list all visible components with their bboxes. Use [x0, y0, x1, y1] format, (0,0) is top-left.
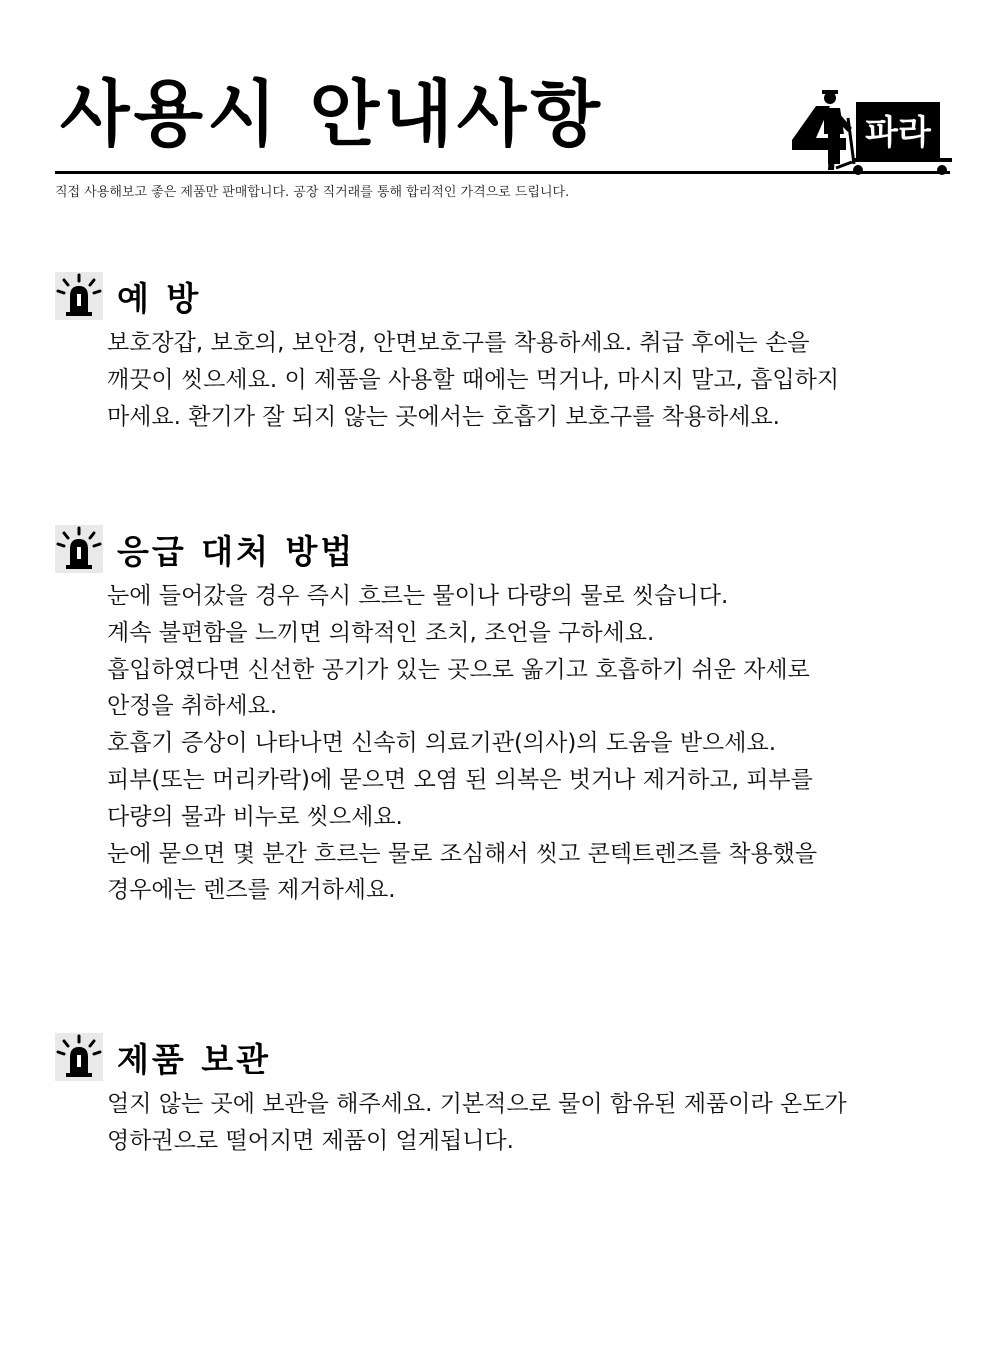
brand-logo	[786, 88, 956, 180]
siren-icon	[55, 1033, 103, 1081]
section-body	[107, 325, 975, 435]
body-line: 눈에 묻으면 몇 분간 흐르는 물로 조심해서 씻고 콘텍트렌즈를 착용했을	[107, 840, 818, 867]
body-line: 경우에는 렌즈를 제거하세요.	[107, 877, 396, 904]
section-title: 응급 대처 방법	[117, 531, 356, 571]
section-header	[55, 522, 975, 576]
section-storage	[55, 1030, 975, 1160]
section-title: 제품 보관	[117, 1039, 272, 1079]
section-header	[55, 1030, 975, 1084]
logo-text: 파라	[865, 113, 931, 153]
body-line: 영하권으로 떨어지면 제품이 얼게됩니다.	[107, 1127, 514, 1154]
section-first-aid	[55, 522, 975, 909]
page-title: 사용시 안내사항	[60, 72, 604, 156]
body-line: 다량의 물과 비누로 씻으세요.	[107, 803, 403, 830]
title-underline	[55, 171, 950, 174]
siren-icon	[55, 525, 103, 573]
section-header	[55, 269, 975, 323]
section-title: 예 방	[117, 278, 202, 318]
section-body	[107, 1086, 975, 1160]
body-line: 계속 불편함을 느끼면 의학적인 조치, 조언을 구하세요.	[107, 619, 655, 646]
section-prevention	[55, 269, 975, 435]
page-subtitle: 직접 사용해보고 좋은 제품만 판매합니다. 공장 직거래를 통해 합리적인 가격으로 드립니다.	[55, 185, 570, 200]
body-line: 눈에 들어갔을 경우 즉시 흐르는 물이나 다량의 물로 씻습니다.	[107, 583, 729, 609]
section-body	[107, 578, 975, 909]
body-line: 안정을 취하세요.	[107, 693, 278, 720]
body-line: 보호장갑, 보호의, 보안경, 안면보호구를 착용하세요. 취급 후에는 손을	[107, 330, 810, 356]
body-line: 깨끗이 씻으세요. 이 제품을 사용할 때에는 먹거나, 마시지 말고, 흡입하지	[107, 366, 840, 393]
body-line: 호흡기 증상이 나타나면 신속히 의료기관(의사)의 도움을 받으세요.	[107, 730, 777, 757]
body-line: 얼지 않는 곳에 보관을 해주세요. 기본적으로 물이 함유된 제품이라 온도가	[107, 1091, 847, 1117]
siren-icon	[55, 272, 103, 320]
body-line: 마세요. 환기가 잘 되지 않는 곳에서는 호흡기 보호구를 착용하세요.	[107, 403, 780, 430]
body-line: 흡입하였다면 신선한 공기가 있는 곳으로 옮기고 호흡하기 쉬운 자세로	[107, 656, 810, 683]
body-line: 피부(또는 머리카락)에 묻으면 오염 된 의복은 벗거나 제거하고, 피부를	[107, 766, 813, 793]
